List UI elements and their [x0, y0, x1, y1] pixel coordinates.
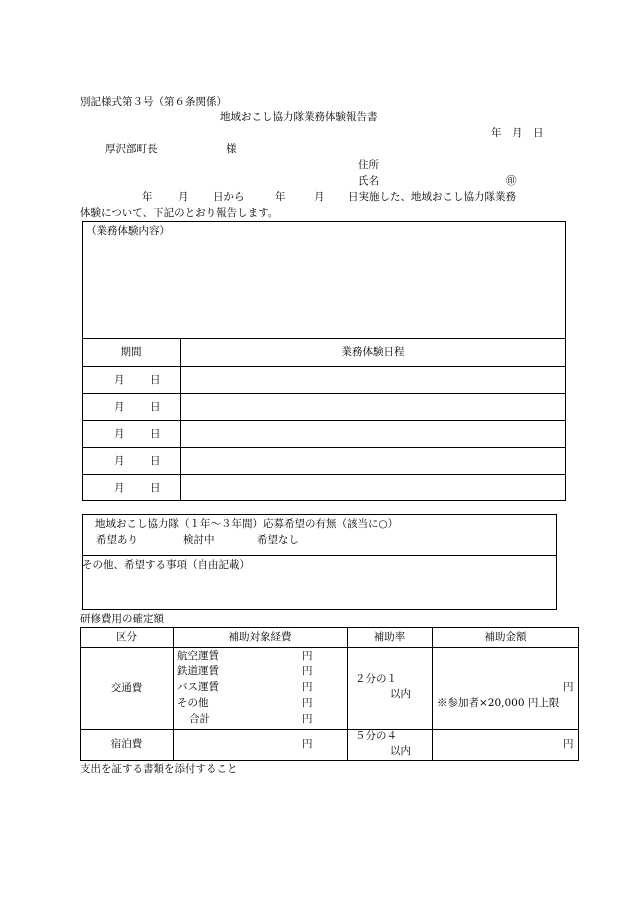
- option-yes: 希望あり: [96, 534, 138, 546]
- expense-item-unit: 円: [302, 665, 313, 677]
- divider: [82, 555, 557, 556]
- expense-item-label: 鉄道運賃: [177, 665, 219, 677]
- divider: [173, 627, 174, 761]
- divider: [82, 366, 566, 367]
- header-category: 区分: [116, 631, 137, 643]
- divider: [82, 474, 566, 475]
- intro-line-2: 体験について、下記のとおり報告します。: [80, 207, 279, 219]
- intro-year-2: 年: [275, 191, 286, 203]
- divider: [347, 627, 348, 761]
- divider: [82, 447, 566, 448]
- transport-amount-note: ※参加者×20,000 円上限: [437, 697, 560, 709]
- date-line: 年 月 日: [491, 127, 544, 139]
- form-number: 別記様式第３号（第６条関係）: [80, 96, 227, 108]
- transport-rate-limit: 以内: [390, 688, 411, 700]
- lodging-category: 宿泊費: [110, 738, 143, 750]
- footnote: 支出を証する書類を添付すること: [80, 763, 238, 775]
- lodging-amount-unit: 円: [563, 738, 574, 750]
- col-period: 期間: [120, 346, 142, 358]
- intro-year-1: 年: [142, 191, 153, 203]
- header-rate: 補助率: [373, 631, 406, 643]
- addressee: 厚沢部町長: [105, 143, 158, 155]
- transport-amount-unit: 円: [563, 681, 574, 693]
- seal-mark: ㊞: [506, 175, 517, 187]
- experience-content-label: （業務体験内容）: [86, 225, 170, 237]
- transport-category: 交通費: [110, 682, 143, 694]
- row-month: 月: [114, 401, 125, 413]
- intro-rest: 日実施した、地域おこし協力隊業務: [348, 191, 516, 203]
- row-month: 月: [114, 455, 125, 467]
- row-month: 月: [114, 428, 125, 440]
- lodging-expense-unit: 円: [302, 738, 313, 750]
- divider: [80, 729, 579, 730]
- lodging-rate: ５分の４: [355, 730, 397, 742]
- row-day: 日: [150, 455, 161, 467]
- divider: [432, 627, 433, 761]
- honorific: 様: [226, 143, 237, 155]
- expense-item-label: その他: [177, 697, 209, 709]
- row-day: 日: [150, 482, 161, 494]
- expense-item-label: バス運賃: [177, 681, 219, 693]
- intro-month-1: 月: [178, 191, 189, 203]
- option-no: 希望なし: [257, 534, 299, 546]
- row-day: 日: [150, 401, 161, 413]
- row-day: 日: [150, 428, 161, 440]
- intro-month-2: 月: [314, 191, 325, 203]
- expense-item-unit: 円: [302, 650, 313, 662]
- name-label: 氏名: [358, 175, 379, 187]
- expense-item-unit: 円: [302, 681, 313, 693]
- divider: [82, 393, 566, 394]
- header-expense: 補助対象経費: [228, 631, 292, 643]
- divider: [82, 338, 566, 339]
- divider: [82, 420, 566, 421]
- lodging-rate-limit: 以内: [390, 745, 411, 757]
- expense-item-label: 航空運賃: [177, 650, 219, 662]
- page-title: 地域おこし協力隊業務体験報告書: [220, 111, 378, 123]
- expense-item-unit: 円: [302, 697, 313, 709]
- option-considering: 検討中: [183, 534, 215, 546]
- row-month: 月: [114, 374, 125, 386]
- expense-total-label: 合計: [189, 713, 210, 725]
- other-label: その他、希望する事項（自由記載）: [82, 559, 250, 571]
- transport-rate: ２分の１: [355, 673, 397, 685]
- header-amount: 補助金額: [484, 631, 527, 643]
- intro-from: 日から: [213, 191, 245, 203]
- row-month: 月: [114, 482, 125, 494]
- row-day: 日: [150, 374, 161, 386]
- expense-total-unit: 円: [302, 713, 313, 725]
- costs-title: 研修費用の確定額: [80, 613, 164, 625]
- col-schedule: 業務体験日程: [341, 346, 405, 358]
- divider: [80, 647, 579, 648]
- address-label: 住所: [358, 159, 379, 171]
- application-question: 地域おこし協力隊（１年～３年間）応募希望の有無（該当に○）: [95, 518, 399, 530]
